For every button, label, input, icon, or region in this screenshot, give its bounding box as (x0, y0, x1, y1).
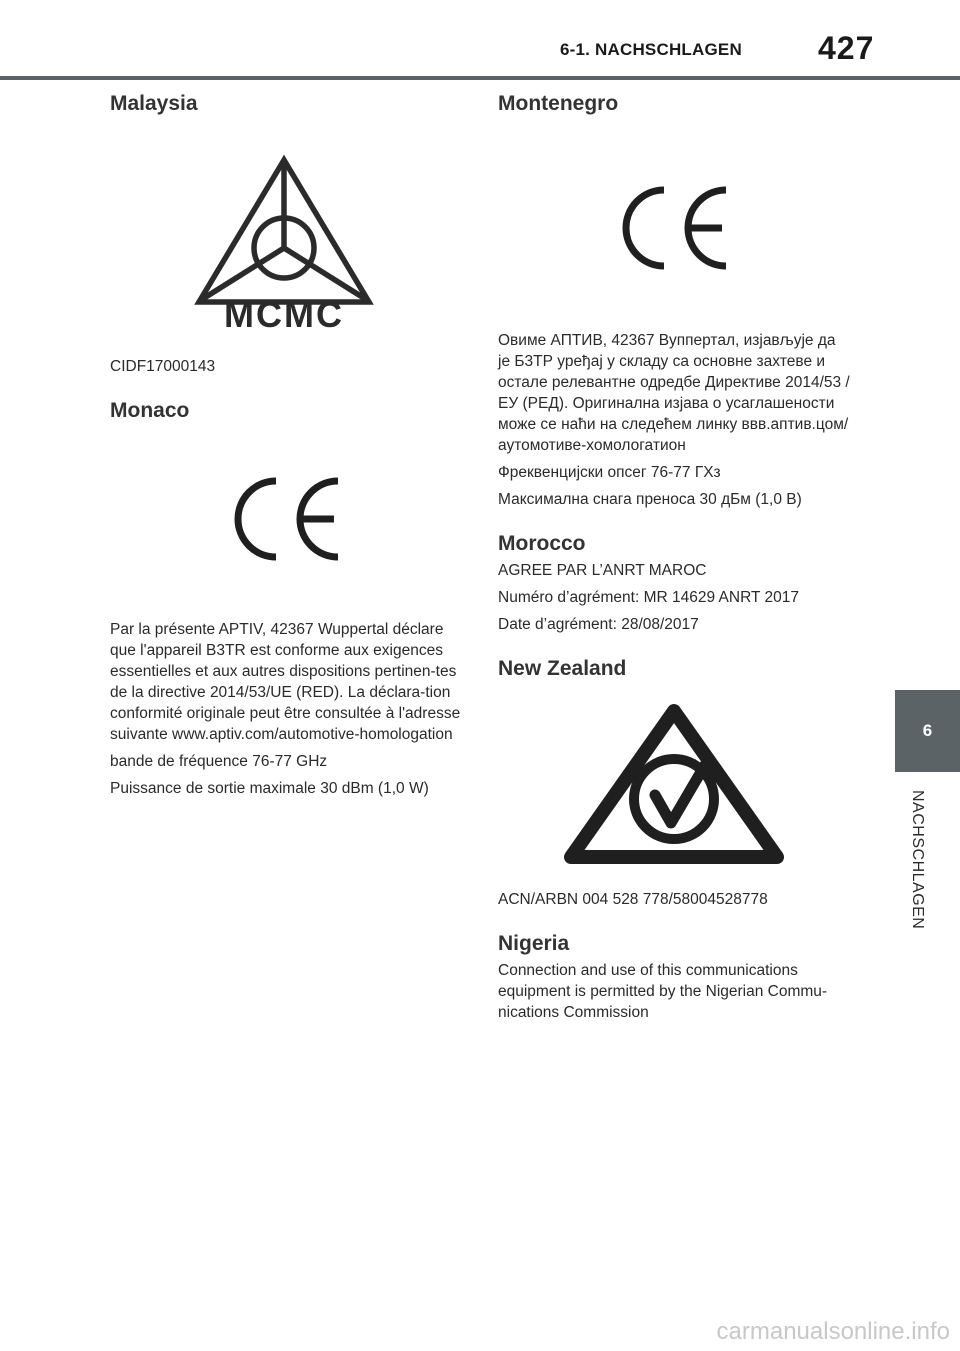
morocco-heading: Morocco (498, 532, 586, 555)
morocco-approval: AGREE PAR L’ANRT MAROC (498, 562, 707, 579)
rcm-check-icon (559, 699, 789, 869)
malaysia-heading: Malaysia (110, 92, 198, 115)
morocco-number: Numéro d’agrément: MR 14629 ANRT 2017 (498, 589, 799, 606)
nigeria-statement: Connection and use of this communications equipment is permitted by the Nigerian Commu-nications Commission (498, 962, 828, 1021)
montenegro-frequency: Фреквенцијски опсег 76-77 ГХз (498, 464, 721, 481)
montenegro-heading: Montenegro (498, 92, 619, 115)
new-zealand-code: ACN/ARBN 004 528 778/58004528778 (498, 891, 768, 908)
montenegro-power: Максимална снага преноса 30 дБм (1,0 В) (498, 491, 802, 508)
new-zealand-heading: New Zealand (498, 657, 627, 680)
mcmc-logo-icon (181, 152, 391, 332)
monaco-frequency: bande de fréquence 76-77 GHz (110, 753, 328, 770)
page-number: 427 (818, 30, 875, 66)
nigeria-heading: Nigeria (498, 932, 570, 955)
monaco-heading: Monaco (110, 399, 190, 422)
mcmc-logo (110, 152, 462, 332)
montenegro-declaration: Овиме АПТИВ, 42367 Вуппертал, изјављује да је Б3ТР уређај у складу са основне захтеве и остале релевантне одредбе Директиве 2014/53 / ЕУ (РЕД). Оригинална изјава о усаглашености може се наћи на следећем линку ввв.аптив.цом/аутомотиве-хомологатион (498, 332, 850, 454)
malaysia-code: CIDF17000143 (110, 358, 216, 375)
right-column (498, 92, 850, 1029)
chapter-tab[interactable]: 6 (895, 690, 960, 772)
rcm-logo (498, 699, 850, 869)
watermark: carmanualsonline.info (716, 1318, 950, 1345)
monaco-declaration: Par la présente APTIV, 42367 Wuppertal déclare que l'appareil B3TR est conforme aux exigences essentielles et aux autres dispositions pertinen-tes de la directive 2014/53/UE (RED). La déclara-tion conformité originale peut être consultée à l'adresse suivante www.aptiv.com/automotive-homologation (110, 621, 461, 743)
left-column (110, 92, 462, 805)
morocco-date: Date d’agrément: 28/08/2017 (498, 616, 699, 633)
header-rule (0, 76, 960, 80)
mcmc-logo-text: MCMC (224, 294, 344, 332)
chapter-label: NACHSCHLAGEN (909, 790, 926, 930)
ce-mark-monaco (110, 477, 462, 561)
ce-mark-icon (226, 477, 346, 561)
monaco-power: Puissance de sortie maximale 30 dBm (1,0 W) (110, 780, 429, 797)
ce-mark-montenegro (498, 186, 850, 270)
ce-mark-icon (614, 186, 734, 270)
section-title: 6-1. NACHSCHLAGEN (560, 40, 742, 59)
